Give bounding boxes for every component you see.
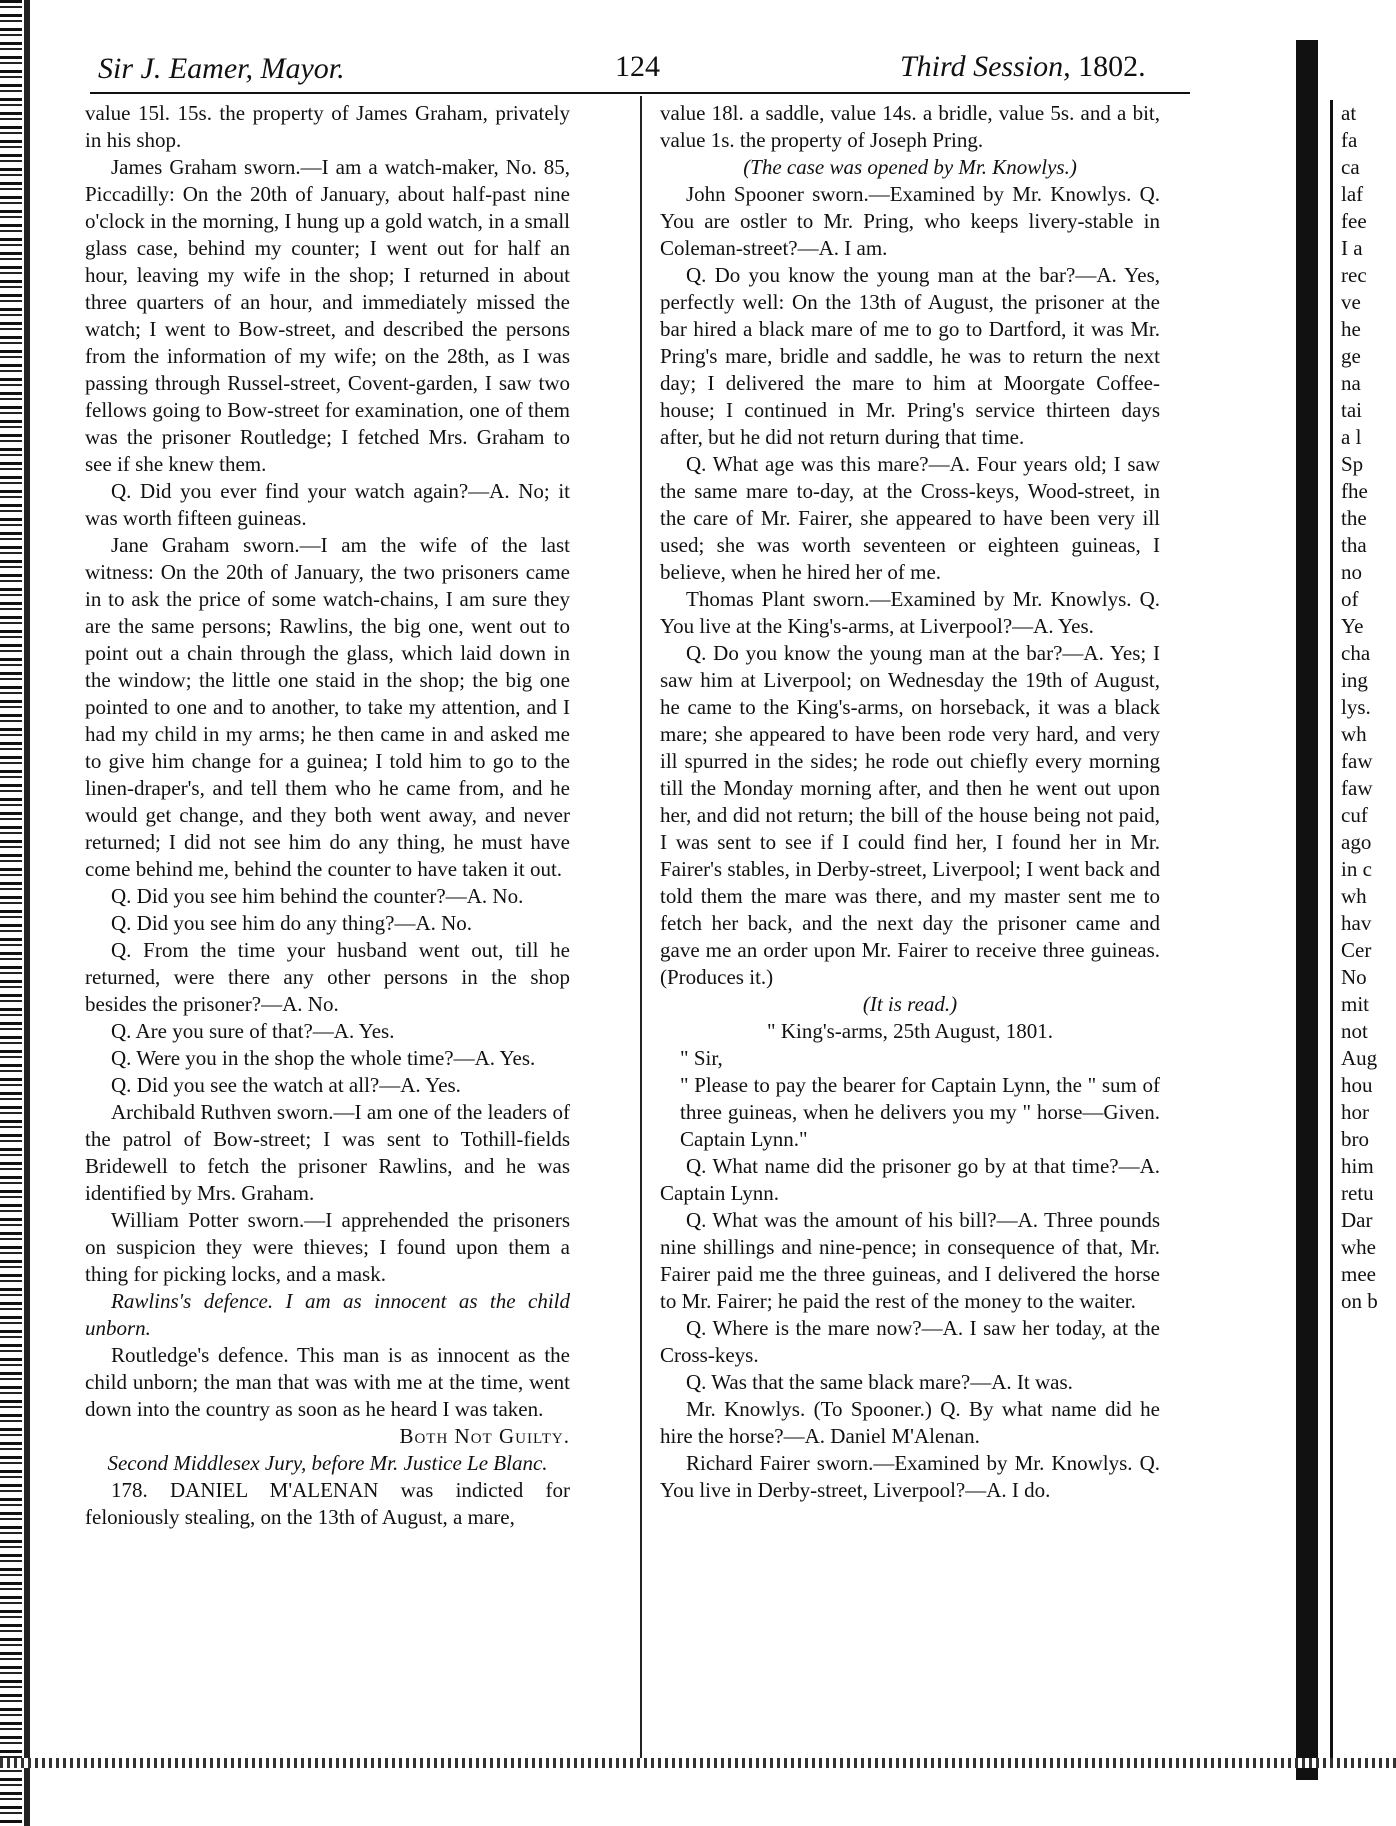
paragraph: Mr. Knowlys. (To Spooner.) Q. By what name did he hire the horse?—A. Daniel M'Alenan.: [660, 1397, 1160, 1448]
side-fragment: tha: [1341, 533, 1367, 557]
side-fragment: fa: [1341, 128, 1358, 152]
side-fragment: hav: [1341, 911, 1372, 935]
side-fragment: Ye: [1341, 614, 1364, 638]
side-fragment: ca: [1341, 155, 1360, 179]
paragraph: James Graham sworn.—I am a watch-maker, No. 85, Piccadilly: On the 20th of January, about half-past nine o'clock in the morning, I hung up a gold watch, in a small glass case, behind my counter; I went out for half an hour, leaving my wife in the shop; I returned in about three quarters of an hour, and immediately missed the watch; I went to Bow-street, and described the persons from the information of my wife; on the 28th, as I was passing through Russel-street, Covent-garden, I saw two fellows going to Bow-street for examination, one of them was the prisoner Routledge; I fetched Mrs. Graham to see if she knew them.: [85, 155, 570, 476]
side-fragment: faw: [1341, 776, 1373, 800]
side-fragment: hou: [1341, 1073, 1373, 1097]
header-mayor: Sir J. Eamer, Mayor.: [98, 52, 345, 85]
side-fragment: Dar: [1341, 1208, 1373, 1232]
column-divider: [640, 96, 642, 1766]
side-fragment: ge: [1341, 344, 1361, 368]
paragraph: William Potter sworn.—I apprehended the prisoners on suspicion they were thieves; I found upon them a thing for picking locks, and a mask.: [85, 1208, 570, 1286]
side-fragment: cuf: [1341, 803, 1368, 827]
case-heading: 178. DANIEL M'ALENAN was indicted for feloniously stealing, on the 13th of August, a mare,: [85, 1478, 570, 1529]
side-fragment: bro: [1341, 1127, 1369, 1151]
paragraph: Q. What name did the prisoner go by at that time?—A. Captain Lynn.: [660, 1154, 1160, 1205]
side-fragment: hor: [1341, 1100, 1369, 1124]
paragraph: Q. Do you know the young man at the bar?—A. Yes, perfectly well: On the 13th of August, the prisoner at the bar hired a black mare of me to go to Dartford, it was Mr. Pring's mare, bridle and saddle, he was to return the next day; I delivered the mare to him at Moorgate Coffee-house; I continued in Mr. Pring's service thirteen days after, but he did not return during that time.: [660, 263, 1160, 449]
side-fragment: whe: [1341, 1235, 1376, 1259]
paragraph: Q. Where is the mare now?—A. I saw her today, at the Cross-keys.: [660, 1316, 1160, 1367]
defence: Routledge's defence. This man is as innocent as the child unborn; the man that was with me at the time, went down into the country as soon as he heard I was taken.: [85, 1343, 570, 1421]
side-fragment: mee: [1341, 1262, 1376, 1286]
side-fragment: a l: [1341, 425, 1362, 449]
case-note: (The case was opened by Mr. Knowlys.): [743, 155, 1077, 179]
paragraph: Q. What age was this mare?—A. Four years old; I saw the same mare to-day, at the Cross-keys, Wood-street, in the care of Mr. Fairer, she appeared to have been very ill used; she was worth seventeen or eighteen guineas, I believe, when he hired her of me.: [660, 452, 1160, 584]
side-fragment: fee: [1341, 209, 1367, 233]
paragraph: Q. Did you see the watch at all?—A. Yes.: [111, 1073, 461, 1097]
page-number: 124: [615, 50, 660, 83]
paragraph: Q. From the time your husband went out, till he returned, were there any other persons in the shop besides the prisoner?—A. No.: [85, 938, 570, 1016]
side-fragment: of: [1341, 587, 1359, 611]
paragraph: Q. Did you see him behind the counter?—A. No.: [111, 884, 524, 908]
side-fragment: No: [1341, 965, 1367, 989]
header-rule: [90, 92, 1190, 94]
side-fragment: cha: [1341, 641, 1371, 665]
side-fragment: not: [1341, 1019, 1368, 1043]
side-fragment: I a: [1341, 236, 1363, 260]
side-fragment: he: [1341, 317, 1361, 341]
paragraph: Thomas Plant sworn.—Examined by Mr. Knowlys. Q. You live at the King's-arms, at Liverpool?—A. Yes.: [660, 587, 1160, 638]
paragraph: Q. What was the amount of his bill?—A. Three pounds nine shillings and nine-pence; in consequence of that, Mr. Fairer paid me the three guineas, and I delivered the horse to Mr. Fairer; he paid the rest of the money to the waiter.: [660, 1208, 1160, 1313]
paragraph: Q. Are you sure of that?—A. Yes.: [111, 1019, 395, 1043]
side-fragment: lys.: [1341, 695, 1371, 719]
bottom-edge: [0, 1758, 1396, 1768]
paragraph: Archibald Ruthven sworn.—I am one of the leaders of the patrol of Bow-street; I was sent to Tothill-fields Bridewell to fetch the prisoner Rawlins, and he was identified by Mrs. Graham.: [85, 1100, 570, 1205]
side-fragment: no: [1341, 560, 1362, 584]
paragraph: Q. Was that the same black mare?—A. It was.: [686, 1370, 1073, 1394]
next-page-fragment: [1330, 100, 1396, 1760]
paragraph: Q. Did you see him do any thing?—A. No.: [111, 911, 473, 935]
paragraph: John Spooner sworn.—Examined by Mr. Knowlys. Q. You are ostler to Mr. Pring, who keeps livery-stable in Coleman-street?—A. I am.: [660, 182, 1160, 260]
side-fragment: at: [1341, 101, 1357, 125]
side-fragment: Cer: [1341, 938, 1372, 962]
paragraph: Q. Did you ever find your watch again?—A. No; it was worth fifteen guineas.: [85, 479, 570, 530]
side-fragment: wh: [1341, 884, 1367, 908]
side-fragment: on b: [1341, 1289, 1378, 1313]
left-column: [85, 100, 570, 1531]
paragraph: Q. Were you in the shop the whole time?—A. Yes.: [111, 1046, 536, 1070]
letter-salutation: " Sir,: [680, 1046, 723, 1070]
side-fragment: fhe: [1341, 479, 1368, 503]
side-fragment: ve: [1341, 290, 1361, 314]
defence: Rawlins's defence. I am as innocent as the child unborn.: [85, 1289, 570, 1340]
side-fragment: laf: [1341, 182, 1364, 206]
right-column: [660, 100, 1160, 1504]
header-session: [900, 50, 1146, 84]
jury-note: Second Middlesex Jury, before Mr. Justice Le Blanc.: [107, 1451, 548, 1475]
paragraph: Q. Do you know the young man at the bar?—A. Yes; I saw him at Liverpool; on Wednesday the 19th of August, he came to the King's-arms, on horseback, it was a black mare; she appeared to have been rode very hard, and very ill spurred in the sides; he rode out chiefly every morning till the Monday morning after, and then he went out upon her, and did not return; the bill of the house being not paid, I was sent to see if I could find her, I found her in Mr. Fairer's stables, in Derby-street, Liverpool; I went back and told them the mare was there, and my master sent me to fetch her back, and the next day the prisoner came and gave me an order upon Mr. Fairer to receive three guineas. (Produces it.): [660, 641, 1160, 989]
side-fragment: ing: [1341, 668, 1368, 692]
side-fragment: rec: [1341, 263, 1367, 287]
header-session-label: Third Session,: [900, 50, 1071, 83]
letter-heading: " King's-arms, 25th August, 1801.: [767, 1019, 1053, 1043]
page-gutter: [1296, 40, 1318, 1780]
book-page: [70, 40, 1230, 1800]
side-fragment: the: [1341, 506, 1367, 530]
header-year: 1802.: [1078, 50, 1146, 83]
side-fragment: in c: [1341, 857, 1372, 881]
side-fragment: na: [1341, 371, 1361, 395]
paragraph: Richard Fairer sworn.—Examined by Mr. Knowlys. Q. You live in Derby-street, Liverpool?—A. I do.: [660, 1451, 1160, 1502]
side-fragment: faw: [1341, 749, 1373, 773]
side-fragment: ago: [1341, 830, 1372, 854]
read-note: (It is read.): [862, 992, 958, 1016]
letter-body: " Please to pay the bearer for Captain Lynn, the " sum of three guineas, when he delivers you my " horse—Given. Captain Lynn.": [680, 1073, 1160, 1151]
side-fragment: mit: [1341, 992, 1370, 1016]
side-fragment: Sp: [1341, 452, 1364, 476]
side-fragment: Aug: [1341, 1046, 1378, 1070]
paragraph: Jane Graham sworn.—I am the wife of the last witness: On the 20th of January, the two prisoners came in to ask the price of some watch-chains, I am sure they are the same persons; Rawlins, the big one, went out to point out a chain through the glass, which laid down in the window; the little one staid in the shop; the big one pointed to one and to another, to take my attention, and I had my child in my arms; he then came in and asked me to give him change for a guinea; I told him to go to the linen-draper's, and tell them who he came from, and he would get change, and they both went away, and never returned; I did not see him do any thing, he must have come behind me, behind the counter to have taken it out.: [85, 533, 570, 881]
side-fragment: wh: [1341, 722, 1367, 746]
verdict: Both Not Guilty.: [399, 1424, 570, 1448]
scan-edge-bar: [24, 0, 30, 1826]
paragraph: value 15l. 15s. the property of James Graham, privately in his shop.: [85, 101, 570, 152]
side-fragment: tai: [1341, 398, 1362, 422]
side-fragment: retu: [1341, 1181, 1374, 1205]
running-header: [70, 44, 1230, 94]
side-fragment: him: [1341, 1154, 1374, 1178]
paragraph: value 18l. a saddle, value 14s. a bridle, value 5s. and a bit, value 1s. the property of Joseph Pring.: [660, 101, 1160, 152]
scan-edge: [0, 0, 22, 1826]
